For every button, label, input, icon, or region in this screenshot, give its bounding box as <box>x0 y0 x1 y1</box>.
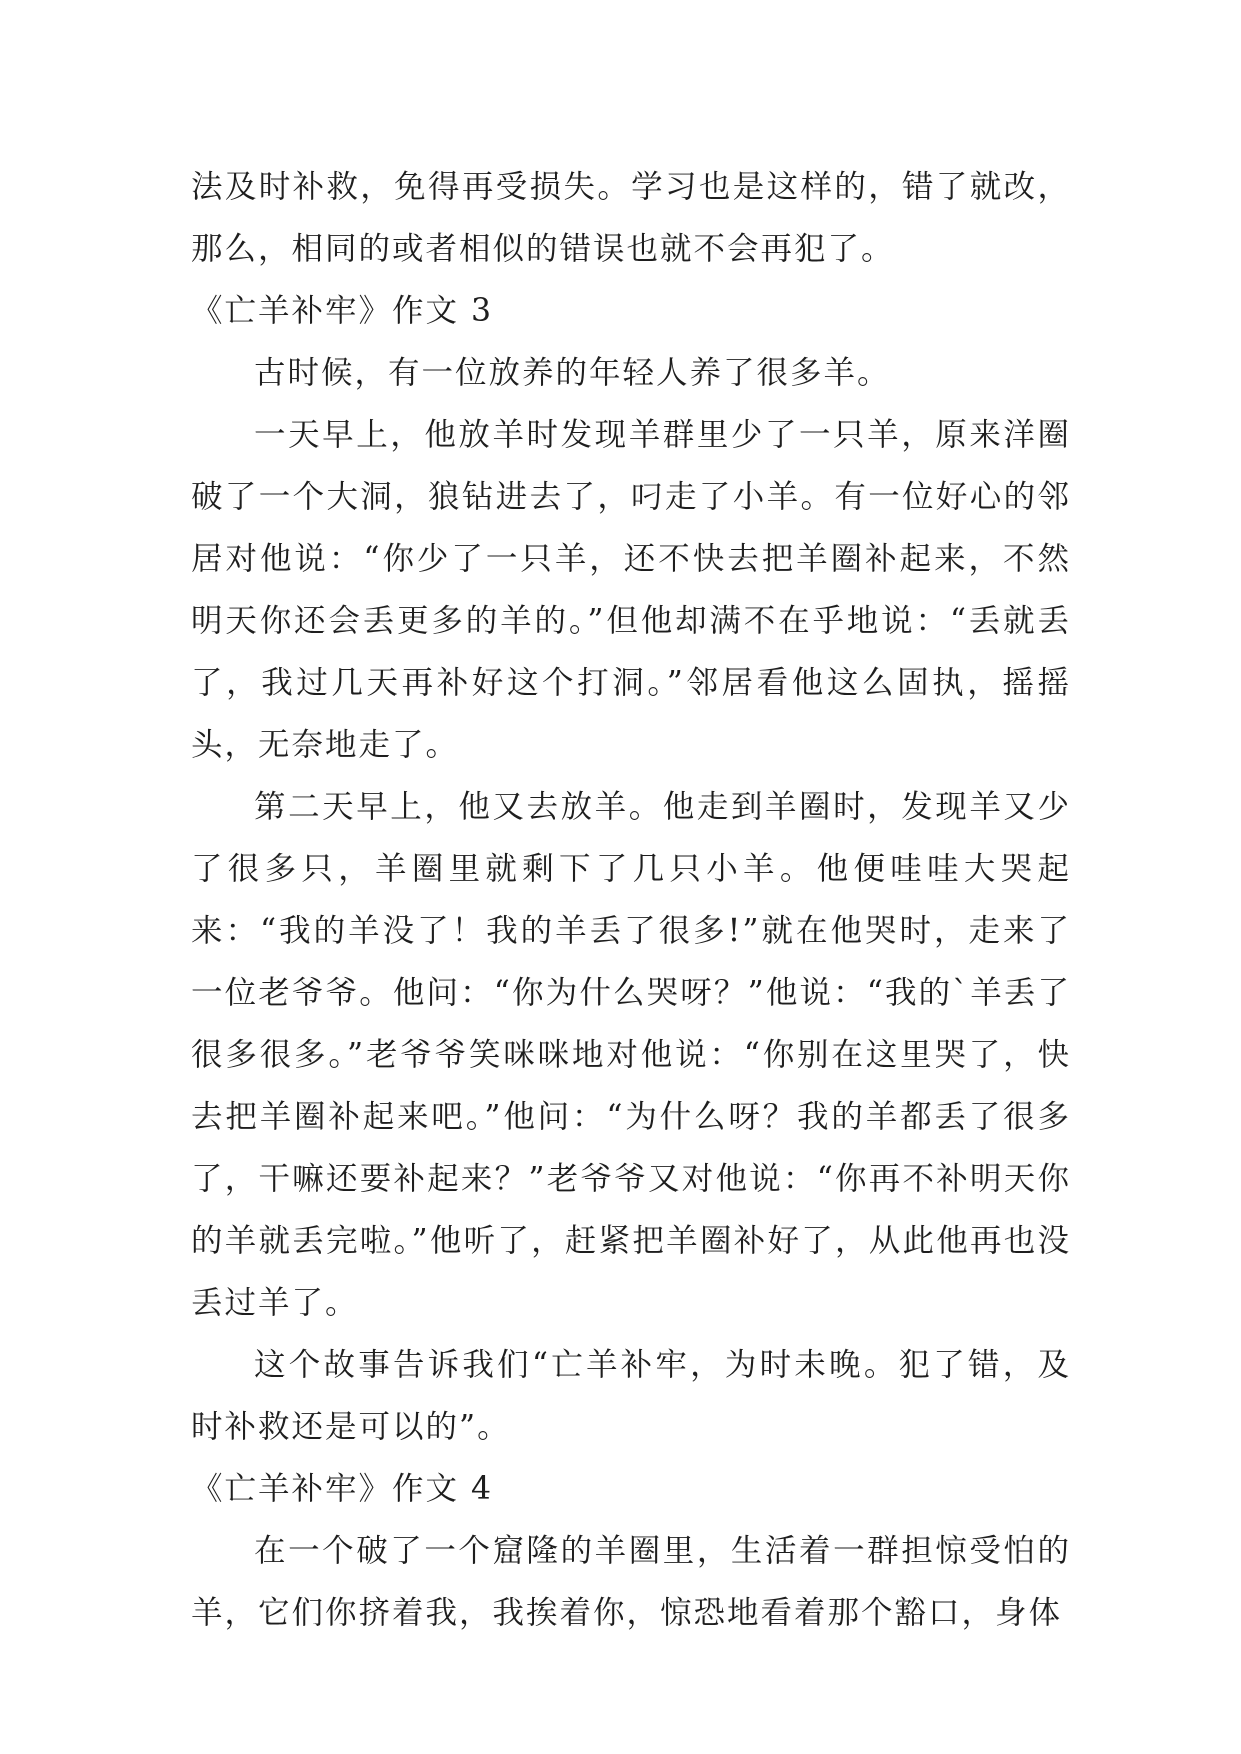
paragraph-intro-continuation: 法及时补救，免得再受损失。学习也是这样的，错了就改，那么，相同的或者相似的错误也就不会再犯了。 <box>191 169 1071 267</box>
document-page <box>191 156 1071 1644</box>
essay-3-paragraph-2: 一天早上，他放羊时发现羊群里少了一只羊，原来洋圈破了一个大洞，狼钻进去了，叼走了小羊。有一位好心的邻居对他说：“你少了一只羊，还不快去把羊圈补起来，不然明天你还会丢更多的羊的。”但他却满不在乎地说：“丢就丢了，我过几天再补好这个打洞。”邻居看他这么固执，摇摇头，无奈地走了。 <box>191 417 1071 763</box>
essay-4-paragraph-1: 在一个破了一个窟隆的羊圈里，生活着一群担惊受怕的羊，它们你挤着我，我挨着你，惊恐地看着那个豁口，身体 <box>191 1533 1071 1631</box>
essay-3-heading: 《亡羊补牢》作文 3 <box>191 293 494 329</box>
essay-4-heading: 《亡羊补牢》作文 4 <box>191 1471 494 1507</box>
essay-3-paragraph-4: 这个故事告诉我们“亡羊补牢，为时未晚。犯了错，及时补救还是可以的”。 <box>191 1347 1071 1445</box>
essay-3-paragraph-1: 古时候，有一位放养的年轻人养了很多羊。 <box>254 355 891 391</box>
essay-3-paragraph-3: 第二天早上，他又去放羊。他走到羊圈时，发现羊又少了很多只，羊圈里就剩下了几只小羊。他便哇哇大哭起来：“我的羊没了！我的羊丢了很多!”就在他哭时，走来了一位老爷爷。他问：“你为什么哭呀？”他说：“我的`羊丢了很多很多。”老爷爷笑咪咪地对他说：“你别在这里哭了，快去把羊圈补起来吧。”他问：“为什么呀？我的羊都丢了很多了，干嘛还要补起来？”老爷爷又对他说：“你再不补明天你的羊就丢完啦。”他听了，赶紧把羊圈补好了，从此他再也没丢过羊了。 <box>191 789 1071 1321</box>
